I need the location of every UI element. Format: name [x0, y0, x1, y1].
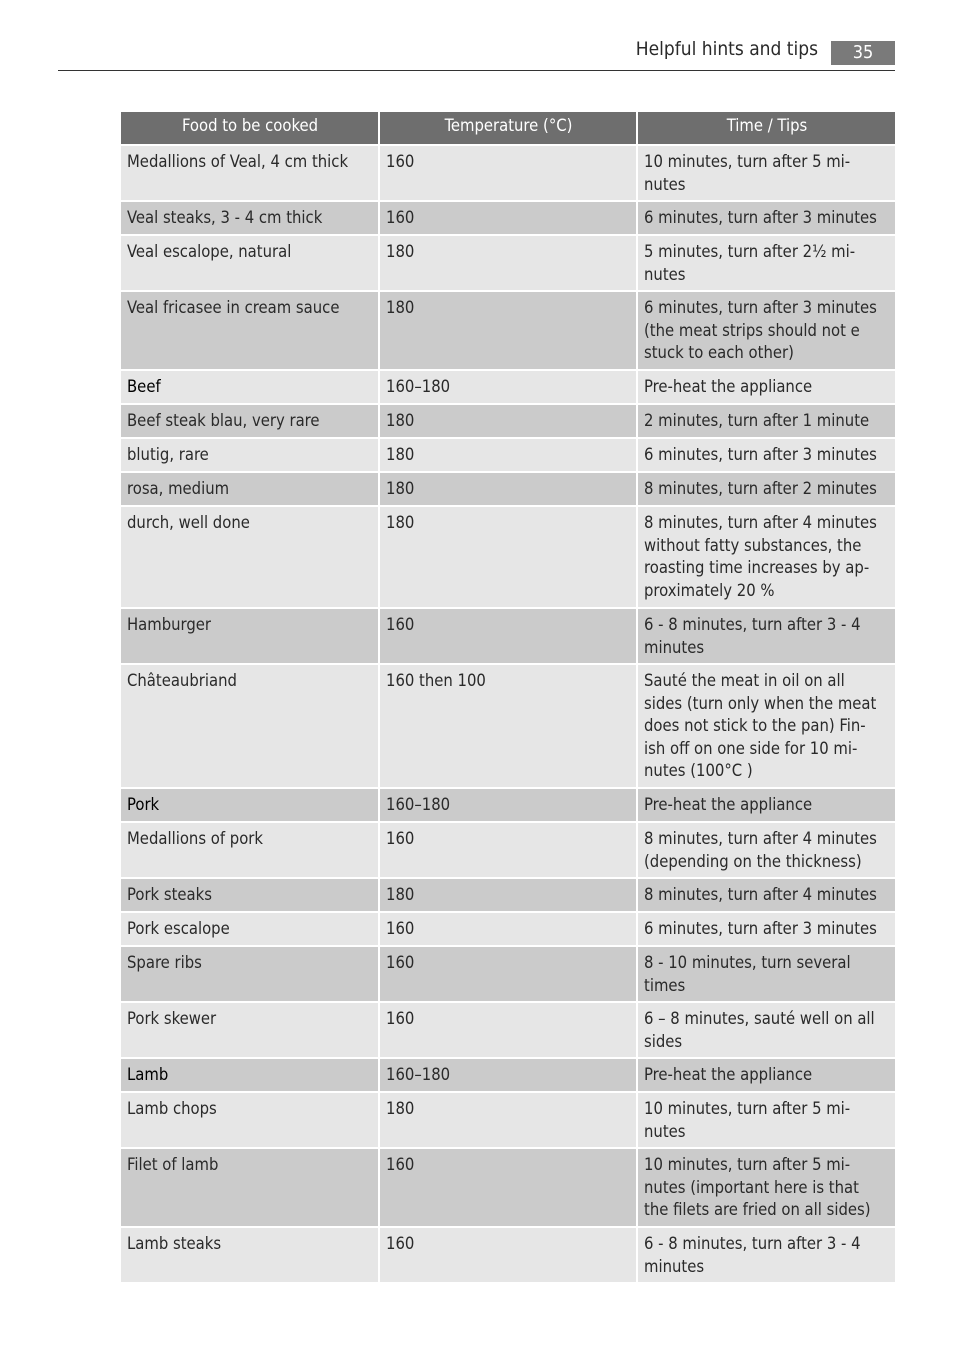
table-row [121, 1149, 895, 1226]
table-row [121, 665, 895, 787]
table-row [121, 292, 895, 369]
table-row [121, 146, 895, 200]
food-cell: Medallions of pork [121, 823, 378, 877]
temperature-cell: 160 [380, 609, 636, 663]
time-tips-cell: 6 minutes, turn after 3 minutes [638, 913, 895, 945]
table-row [121, 1228, 895, 1282]
food-cell: Beef [121, 371, 378, 403]
time-tips-cell: 6 minutes, turn after 3 minutes (the meat strips should not e stuck to each other) [638, 292, 895, 369]
time-tips-cell: 8 minutes, turn after 4 minutes (depending on the thickness) [638, 823, 895, 877]
time-tips-cell: Pre-heat the appliance [638, 1059, 895, 1091]
time-tips-cell: 8 minutes, turn after 4 minutes [638, 879, 895, 911]
table-row [121, 879, 895, 911]
time-tips-cell: 6 – 8 minutes, sauté well on all sides [638, 1003, 895, 1057]
food-cell: durch, well done [121, 507, 378, 607]
table-row [121, 507, 895, 607]
temperature-cell: 160 [380, 202, 636, 234]
time-tips-cell: Pre-heat the appliance [638, 789, 895, 821]
table-row [121, 1093, 895, 1147]
temperature-cell: 160 [380, 947, 636, 1001]
time-tips-cell: 6 minutes, turn after 3 minutes [638, 202, 895, 234]
food-cell: Lamb chops [121, 1093, 378, 1147]
food-cell: Pork escalope [121, 913, 378, 945]
time-tips-cell: Sauté the meat in oil on all sides (turn only when the meat does not stick to the pan) Fin- ish off on one side for 10 mi- nutes (100°C ) [638, 665, 895, 787]
table-row [121, 405, 895, 437]
table-row [121, 789, 895, 821]
temperature-cell: 160–180 [380, 1059, 636, 1091]
cooking-table [121, 112, 895, 1284]
table-body [121, 146, 895, 1282]
food-cell: Spare ribs [121, 947, 378, 1001]
time-tips-cell: 6 - 8 minutes, turn after 3 - 4 minutes [638, 609, 895, 663]
time-tips-cell: 2 minutes, turn after 1 minute [638, 405, 895, 437]
page-header-title: Helpful hints and tips [635, 38, 818, 60]
temperature-cell: 160 then 100 [380, 665, 636, 787]
table-row [121, 439, 895, 471]
temperature-cell: 180 [380, 1093, 636, 1147]
table-row [121, 473, 895, 505]
food-cell: rosa, medium [121, 473, 378, 505]
table-row [121, 913, 895, 945]
temperature-cell: 180 [380, 473, 636, 505]
temperature-cell: 180 [380, 292, 636, 369]
temperature-cell: 160–180 [380, 789, 636, 821]
temperature-cell: 180 [380, 236, 636, 290]
temperature-cell: 160 [380, 823, 636, 877]
temperature-cell: 160 [380, 1149, 636, 1226]
temperature-cell: 180 [380, 507, 636, 607]
time-tips-cell: 10 minutes, turn after 5 mi- nutes (important here is that the filets are fried on all sides) [638, 1149, 895, 1226]
column-header-time-tips: Time / Tips [638, 112, 895, 144]
time-tips-cell: 6 - 8 minutes, turn after 3 - 4 minutes [638, 1228, 895, 1282]
temperature-cell: 160–180 [380, 371, 636, 403]
header-divider [58, 70, 895, 71]
temperature-cell: 180 [380, 405, 636, 437]
table-row [121, 371, 895, 403]
table-row [121, 202, 895, 234]
temperature-cell: 180 [380, 879, 636, 911]
food-cell: Pork [121, 789, 378, 821]
time-tips-cell: 5 minutes, turn after 2½ mi- nutes [638, 236, 895, 290]
food-cell: Châteaubriand [121, 665, 378, 787]
table-row [121, 1059, 895, 1091]
temperature-cell: 180 [380, 439, 636, 471]
food-cell: Filet of lamb [121, 1149, 378, 1226]
food-cell: Medallions of Veal, 4 cm thick [121, 146, 378, 200]
table-row [121, 236, 895, 290]
table-row [121, 1003, 895, 1057]
time-tips-cell: 8 - 10 minutes, turn several times [638, 947, 895, 1001]
page-number: 35 [831, 41, 895, 65]
food-cell: Veal escalope, natural [121, 236, 378, 290]
column-header-temperature: Temperature (°C) [380, 112, 636, 144]
food-cell: Pork skewer [121, 1003, 378, 1057]
food-cell: blutig, rare [121, 439, 378, 471]
temperature-cell: 160 [380, 1228, 636, 1282]
food-cell: Lamb steaks [121, 1228, 378, 1282]
table-row [121, 947, 895, 1001]
time-tips-cell: Pre-heat the appliance [638, 371, 895, 403]
table-row [121, 823, 895, 877]
time-tips-cell: 6 minutes, turn after 3 minutes [638, 439, 895, 471]
time-tips-cell: 10 minutes, turn after 5 mi- nutes [638, 1093, 895, 1147]
food-cell: Veal fricasee in cream sauce [121, 292, 378, 369]
time-tips-cell: 8 minutes, turn after 4 minutes without fatty substances, the roasting time increases by ap- proximately 20 % [638, 507, 895, 607]
temperature-cell: 160 [380, 913, 636, 945]
temperature-cell: 160 [380, 1003, 636, 1057]
food-cell: Beef steak blau, very rare [121, 405, 378, 437]
food-cell: Hamburger [121, 609, 378, 663]
table-header-row [121, 112, 895, 144]
food-cell: Lamb [121, 1059, 378, 1091]
food-cell: Pork steaks [121, 879, 378, 911]
time-tips-cell: 8 minutes, turn after 2 minutes [638, 473, 895, 505]
table-row [121, 609, 895, 663]
time-tips-cell: 10 minutes, turn after 5 mi- nutes [638, 146, 895, 200]
column-header-food: Food to be cooked [121, 112, 378, 144]
food-cell: Veal steaks, 3 - 4 cm thick [121, 202, 378, 234]
temperature-cell: 160 [380, 146, 636, 200]
